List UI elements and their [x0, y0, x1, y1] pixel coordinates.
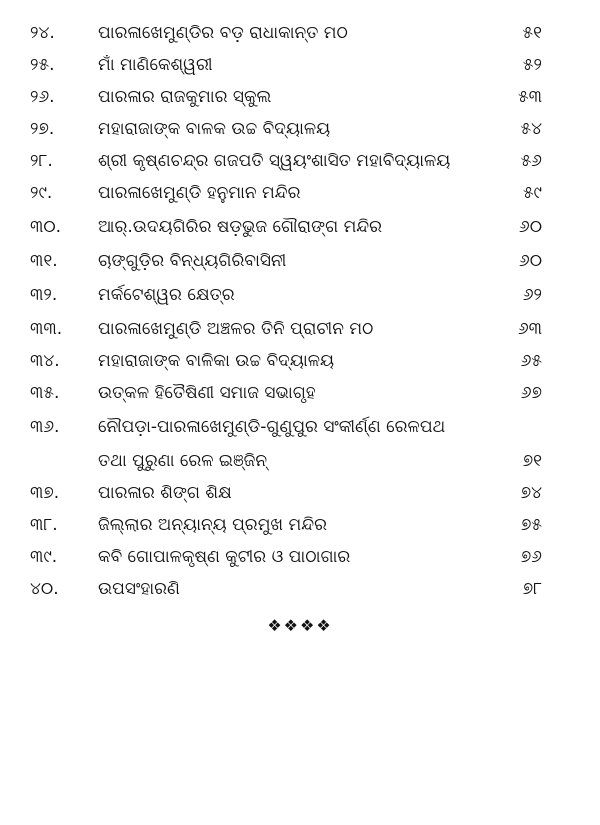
toc-entry	[0, 146, 600, 176]
toc-entry	[0, 346, 600, 376]
toc-entry	[0, 574, 600, 604]
entry-page: ୫୬	[520, 151, 542, 171]
entry-title: ପାରଳାର ଶିଙ୍ଗ ଶିକ୍ଷ	[98, 483, 232, 503]
entry-number: ୨୫.	[30, 55, 55, 75]
entry-title: ଉତ୍କଳ ହିତୈଷିଣୀ ସମାଜ ସଭାଗୃହ	[98, 383, 316, 403]
entry-page: ୫୩	[518, 87, 542, 107]
toc-entry	[0, 542, 600, 572]
entry-number: ୨୯.	[30, 183, 53, 203]
entry-title: ଉପସଂହାରଣି	[98, 579, 180, 599]
ornament-divider: ❖❖❖❖	[267, 616, 333, 635]
toc-entry	[0, 378, 600, 408]
entry-title: କବି ଗୋପାଳକୃଷ୍ଣ କୁଟୀର ଓ ପାଠାଗାର	[98, 547, 351, 567]
entry-page: ୬୦	[519, 217, 542, 237]
entry-title: ମାଁ ମାଣିକେଶ୍ୱରୀ	[98, 55, 213, 75]
entry-number: ୨୮.	[30, 151, 53, 171]
toc-entry	[0, 50, 600, 80]
entry-page: ୫୯	[522, 183, 542, 203]
entry-title: ଆର୍.ଉଦୟଗିରିର ଷଡ଼ଭୁଜ ଗୌରାଙ୍ଗ ମନ୍ଦିର	[98, 217, 382, 237]
entry-number: ୨୪.	[30, 23, 55, 43]
entry-title: ତଥା ପୁରୁଣା ରେଳ ଇଞ୍ଜିନ୍	[98, 451, 268, 471]
entry-page: ୫୨	[522, 55, 542, 75]
entry-number: ୩୭.	[30, 483, 60, 503]
entry-number: ୩୩.	[30, 319, 63, 339]
entry-title: ପାରଳାଖେମୁଣ୍ଡି ହନୁମାନ ମନ୍ଦିର	[98, 183, 301, 203]
entry-title: ଶ୍ରୀ କୃଷ୍ଣଚନ୍ଦ୍ର ଗଜପତି ସ୍ୱୟଂଶାସିତ ମହାବିଦ୍ୟାଳୟ	[98, 151, 451, 171]
toc-entry	[0, 314, 600, 344]
toc-entry	[0, 178, 600, 208]
toc-entry	[0, 82, 600, 112]
entry-page: ୭୧	[522, 451, 542, 471]
toc-entry	[0, 212, 600, 242]
entry-title: ଚାଙ୍ଗୁଡ଼ିର ବିନ୍ଧ୍ୟଗିରିବାସିନୀ	[98, 251, 287, 271]
entry-page: ୭୫	[520, 515, 542, 535]
entry-number: ୨୭.	[30, 119, 55, 139]
toc-entry	[0, 280, 600, 310]
toc-entry	[0, 478, 600, 508]
entry-title: ନୌପଡ଼ା-ପାରଳାଖେମୁଣ୍ଡି-ଗୁଣୁପୁର ସଂକୀର୍ଣ୍ଣ ରେଳପଥ	[98, 417, 446, 437]
toc-entry	[0, 412, 600, 442]
entry-number: ୩୦.	[30, 217, 62, 237]
entry-number: ୩୯.	[30, 547, 58, 567]
entry-title: ମହାରାଜାଙ୍କ ବାଳିକା ଉଚ୍ଚ ବିଦ୍ୟାଳୟ	[98, 351, 335, 371]
entry-number: ୩୧.	[30, 251, 58, 271]
entry-title: ଜିଲ୍ଲାର ଅନ୍ୟାନ୍ୟ ପ୍ରମୁଖ ମନ୍ଦିର	[98, 515, 327, 535]
entry-page: ୬୩	[517, 319, 542, 339]
entry-title: ମହାରାଜାଙ୍କ ବାଳକ ଉଚ୍ଚ ବିଦ୍ୟାଳୟ	[98, 119, 331, 139]
entry-title: ପାରଳାଖେମୁଣ୍ଡିର ବଡ଼ ରାଧାକାନ୍ତ ମଠ	[98, 23, 348, 43]
entry-title: ପାରଳାଖେମୁଣ୍ଡି ଅଞ୍ଚଳର ତିନି ପ୍ରାଚୀନ ମଠ	[98, 319, 374, 339]
entry-page: ୫୪	[520, 119, 542, 139]
entry-number: ୨୬.	[30, 87, 55, 107]
entry-page: ୬୭	[520, 383, 542, 403]
entry-title: ମର୍କଟେଶ୍ୱର କ୍ଷେତ୍ର	[98, 285, 235, 305]
entry-number: ୩୨.	[30, 285, 58, 305]
toc-entry	[0, 246, 600, 276]
toc-entry-continuation	[0, 446, 600, 476]
entry-page: ୬୨	[522, 285, 542, 305]
entry-page: ୫୧	[522, 23, 542, 43]
toc-entry	[0, 114, 600, 144]
toc-entry	[0, 510, 600, 540]
entry-title: ପାରଳାର ରାଜକୁମାର ସ୍କୁଲ	[98, 87, 272, 107]
entry-page: ୬୫	[520, 351, 542, 371]
entry-number: ୩୬.	[30, 417, 60, 437]
entry-number: ୪୦.	[30, 579, 59, 599]
toc-entry	[0, 18, 600, 48]
entry-number: ୩୪.	[30, 351, 60, 371]
entry-number: ୩୮.	[30, 515, 58, 535]
entry-number: ୩୫.	[30, 383, 60, 403]
entry-page: ୬୦	[519, 251, 542, 271]
entry-page: ୭୮	[522, 579, 542, 599]
entry-page: ୭୪	[520, 483, 542, 503]
entry-page: ୭୬	[520, 547, 542, 567]
